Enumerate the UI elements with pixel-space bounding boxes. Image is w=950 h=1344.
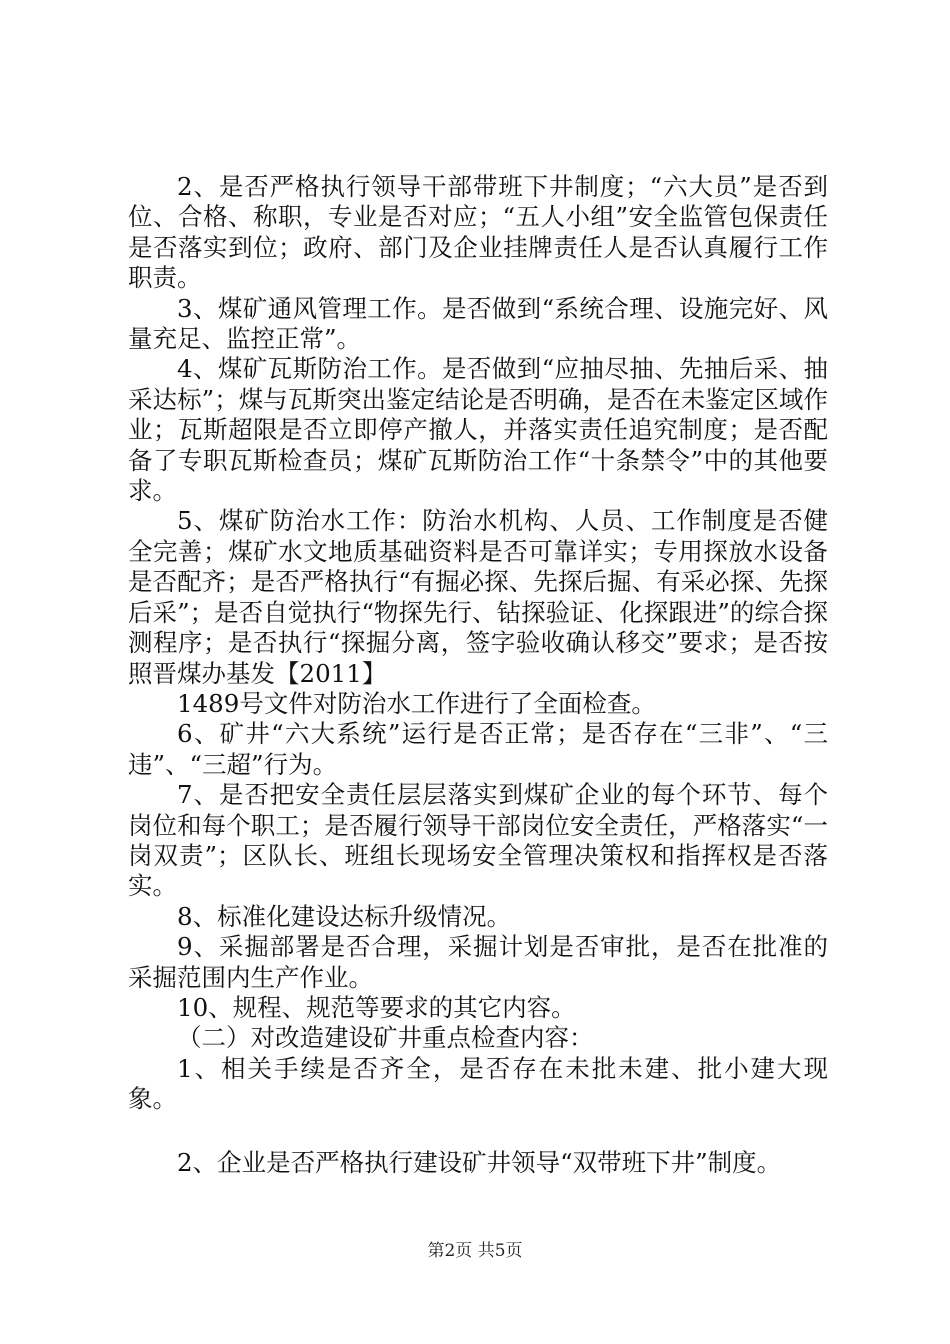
paragraph-item-a2: 2、是否严格执行领导干部带班下井制度；“六大员”是否到位、合格、称职，专业是否对应；“五人小组”安全监管包保责任是否落实到位；政府、部门及企业挂牌责任人是否认真履行工作职责。: [128, 172, 828, 293]
paragraph-item-b1: 1、相关手续是否齐全，是否存在未批未建、批小建大现象。: [128, 1053, 828, 1114]
paragraph-item-b2: 2、企业是否严格执行建设矿井领导“双带班下井”制度。: [177, 1147, 782, 1177]
paragraph-item-a6: 6、矿井“六大系统”运行是否正常；是否存在“三非”、“三违”、“三超”行为。: [128, 719, 828, 779]
page-number-indicator: 第2页 共5页: [427, 1241, 523, 1261]
paragraph-item-a4: 4、煤矿瓦斯防治工作。是否做到“应抽尽抽、先抽后采、抽采达标”；煤与瓦斯突出鉴定结论是否明确，是否在未鉴定区域作业；瓦斯超限是否立即停产撤人，并落实责任追究制度；是否配备了专职瓦斯检查员；煤矿瓦斯防治工作“十条禁令”中的其他要求。: [128, 354, 828, 506]
paragraph-item-a3: 3、煤矿通风管理工作。是否做到“系统合理、设施完好、风量充足、监控正常”。: [128, 293, 828, 354]
paragraph-item-a9: 9、采掘部署是否合理，采掘计划是否审批，是否在批准的采掘范围内生产作业。: [128, 932, 828, 992]
document-body: [128, 172, 828, 1178]
paragraph-item-a5-continued: 1489号文件对防治水工作进行了全面检查。: [177, 688, 656, 718]
paragraph-item-a5: 5、煤矿防治水工作：防治水机构、人员、工作制度是否健全完善；煤矿水文地质基础资料是否可靠详实；专用探放水设备是否配齐；是否严格执行“有掘必探、先探后掘、有采必探、先探后采”；是否自觉执行“物探先行、钻探验证、化探跟进”的综合探测程序；是否执行“探掘分离，签字验收确认移交”要求；是否按照晋煤办基发【2011】: [128, 506, 828, 688]
paragraph-item-a8: 8、标准化建设达标升级情况。: [177, 901, 512, 931]
paragraph-item-a7: 7、是否把安全责任层层落实到煤矿企业的每个环节、每个岗位和每个职工；是否履行领导干部岗位安全责任，严格落实“一岗双责”；区队长、班组长现场安全管理决策权和指挥权是否落实。: [128, 780, 828, 901]
section-b-heading: （二）对改造建设矿井重点检查内容：: [177, 1023, 594, 1053]
paragraph-item-a10: 10、规程、规范等要求的其它内容。: [177, 992, 576, 1022]
page-footer: [0, 1240, 950, 1262]
